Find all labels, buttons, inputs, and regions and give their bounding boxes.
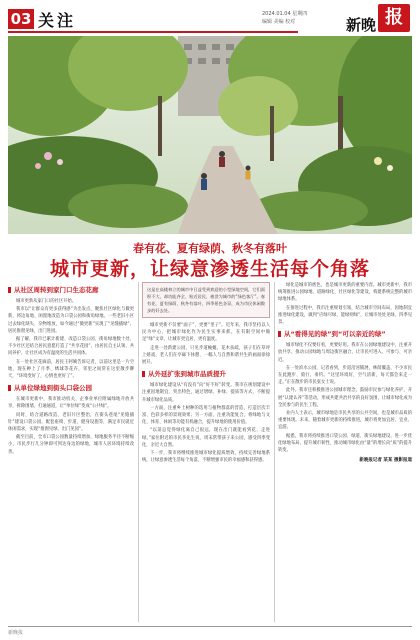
header-meta [262, 10, 342, 26]
article-column-3 [278, 282, 412, 464]
article-paragraph: 同时，结合道路改造、老旧片区整治，在街头巷尾“见缝插针”建设口袋公园，配套座椅、步道、健身设施等，满足市民就近休闲需求，实现“推窗见绿、出门见园”。 [8, 412, 134, 433]
logo-text: 新晚 [346, 16, 377, 34]
article-paragraph: 城市绿化建设从“有没有”向“好不好”转变。我市在规划建设中注重因地制宜、突出特色，通过增绿、补绿、提质等方式，不断提升城市绿化品质。 [142, 383, 270, 403]
article-paragraph: 在城市更新中，我市推动机关、企事业单位附属绿地开放共享，拆除围墙、打通通道，让“单位绿”变成“公共绿”。 [8, 397, 134, 410]
article-column-1 [8, 282, 134, 457]
article-paragraph: 此外，我市还积极推进公园城市理念，鼓励市民参与绿化养护，开展“认建认养”等活动，形成共建共治共享的良好氛围，让城市绿化成为全民参与的民生工程。 [278, 388, 412, 408]
park-garden-photo [8, 36, 412, 234]
article-paragraph: 走进一处新建公园，只见步道蜿蜒、花木扶疏，孩子们在草坪上嬉戏，老人们在亭廊下休憩，一幅人与自然和谐共生的画面徐徐展开。 [142, 345, 270, 366]
subheading: 从单位绿地到街头口袋公园 [8, 384, 134, 393]
article-paragraph: 城市绿化不仅要好看，更要好用。我市在公园绿地建设中，注重开放共享，推动公园绿地与周边街区融合，让市民可进入、可参与、可亲近。 [278, 343, 412, 363]
article-paragraph: 一方面，注重乡土树种的选用与植物群落的营造，打造层次丰富、色彩多样的景观效果；另一方面，注重功能复合，将绿地与文化、体育、休闲等功能有机融合，提升绿地的使用价值。 [142, 405, 270, 426]
main-headline: 城市更新，让绿意渗透生活每个角落 [49, 258, 370, 280]
section-name: 关注 [38, 11, 77, 30]
article-paragraph: 据悉，我市将持续推进口袋公园、绿道、街头绿地建设，进一步优化绿地布局，提升城市韧性，推动城市绿化由“量”的增长向“质”的提升转变。 [278, 433, 412, 454]
column-divider [138, 282, 139, 622]
issue-date: 2024.01.04 星期四 [262, 11, 308, 17]
column-divider [274, 282, 275, 622]
subheading: 从社区周转到家门口生态花廊 [8, 286, 134, 295]
headline-kicker: 春有花、夏有绿荫、秋冬有落叶 [133, 242, 287, 255]
article-paragraph: 在一处社区花廊前，居民王阿姨告诉记者，以前这里是一片空地，现在种上了月季、绣球等花卉，邻里之间常在这里散步聊天，“环境变好了，心情也更好了”。 [8, 359, 134, 380]
tree-canopy [218, 76, 298, 136]
newspaper-logo [346, 4, 414, 34]
article-paragraph: 据了解，我市已累计新建、改造口袋公园、街角绿地数十处，不少社区还结合居民意愿打造了“共享花园”，由居民自主认领、共同养护，让社区成为有温度的生活共同体。 [8, 337, 134, 357]
byline: 新晚报记者 某某 摄影报道 [359, 458, 412, 464]
article-paragraph: 绿化是城市的底色，也是城市更新的重要内容。城市更新中，我市统筹推进公园绿地、道路绿化、社区绿化等建设，构建系统完整的城市绿地体系。 [278, 283, 412, 303]
editor-credits: 编辑 美编 校对 [262, 19, 296, 25]
section-number: 03 [8, 9, 34, 29]
article-paragraph: “以前总觉得绿化离自己很远，现在出门就能看到花、走进绿。”家住附近的市民李先生说，周末常带孩子来公园，感受四季变化，亲近大自然。 [142, 428, 270, 448]
article-paragraph: 我市以“让群众有更多获得感”为出发点，聚焦社区绿化与微更新，将边角地、闲置地改造为口袋公园和街角绿地。一些老旧小区过去绿化缺失、杂物堆放，如今通过“微更新”实现了“见缝插绿”，居民推窗见绿、出门进园。 [8, 307, 134, 334]
logo-badge: 报 [378, 4, 410, 32]
article-paragraph: 下一步，我市将继续推进城市绿化提质增效，持续完善绿地系统，让绿意渗透生活每个角落，不断增强市民的幸福感和获得感。 [142, 451, 270, 464]
intro-box: 这是在高楼林立的城市中日益受到欢迎的小型绿地空间，它们面积不大，却功能齐全、贴近居民，被誉为城市的“绿色客厅”。春有花、夏有绿荫、秋冬有落叶，四季景色各异，成为市民休闲散步的好去处。 [142, 282, 270, 318]
article-paragraph: 城市更新不仅要“面子”，更要“里子”。近年来，我市坚持以人民为中心，把城市绿化作为民生实事来抓，在有限空间中做足“绿”文章，让城市更宜居、更有温度。 [142, 323, 270, 343]
subheading: 从外延扩张到城市品质提升 [142, 370, 270, 379]
article-column-2 [142, 282, 270, 465]
header-rule [8, 31, 298, 33]
footer-rule [8, 626, 412, 627]
article-paragraph: 在推进过程中，我市注重规划引领，结合城市空间布局，因地制宜推进绿化建设，做到“应绿尽绿、能绿则绿”，让城市处处见绿、四季见景。 [278, 305, 412, 326]
page-header [0, 0, 420, 40]
article-paragraph: 业内人士表示，城市绿地是市民共享的公共空间，也是城市品质的重要体现。未来，随着城市更新的持续推进，城市将更加宜居、宜业、宜游。 [278, 411, 412, 431]
photo-illustration [8, 36, 412, 234]
footer-text: 新晚报 [8, 630, 24, 636]
article-paragraph: 在一处滨水公园，记者看到，步道沿河铺展，林荫覆盖，不少市民在此跑步、骑行、垂钓。“这里环境好，空气清新，每天都会来走一走。”正在散步的市民张女士说。 [278, 365, 412, 386]
article-paragraph: 截至目前，全市口袋公园数量持续增加，绿地服务半径不断缩小，市民步行几分钟即可到达身边的绿地，城市人居环境持续改善。 [8, 435, 134, 455]
article-paragraph: 城市更新从家门口的社区开始。 [16, 299, 77, 304]
subheading: 从“看得见的绿”到“可以亲近的绿” [278, 330, 412, 339]
